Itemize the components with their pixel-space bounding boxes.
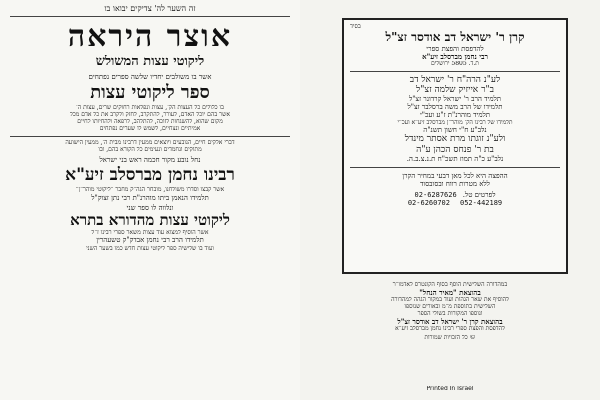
contact-row [350, 191, 560, 199]
second-book-line: אשר הוסיף למצוא עוד עצות משאר ספרי רבינו ז"ל [91, 229, 209, 236]
compiler-line: תלמידו הנאמן ביתו מוהרנ"ת רבי נתן זצוק"ל [91, 194, 209, 203]
praise-line: מתוקים ונחמדים ונעימים כל הקורא בהם, ובו [98, 146, 202, 153]
edition-line: בהוצאת קרן ר' ישראל דב אודסר זצ"ל [397, 317, 503, 326]
second-book-paragraph [0, 230, 300, 245]
third-book-line: ועוד בו שלישיה ספר ליקוטי עצות חדש כמו בשער השני [86, 246, 214, 253]
fund-title: קרן ר' ישראל דב אודסר זצ"ל [385, 30, 525, 44]
description-line: מקום שהוא, להשגחות לזוכה, להתלהב, לרפאה ולהחיותו לחיים [77, 119, 223, 126]
edition-line: ונוספו המקורות בשולי הספר [417, 310, 483, 317]
copyright-line: © כל הזכויות שמורות [424, 334, 476, 341]
memorial-line: תלמידו של רבינו הק' מוהר"ן מברסלב זיע"א ועכ"י [397, 119, 513, 126]
edition-line: במהדורה השלישית הוסף בסוף הקונטרס לאדמו"ר [392, 282, 508, 288]
phone-number: 052-442189 [460, 199, 503, 208]
edition-line: בהוצאת "מאיר הנחל" [419, 288, 481, 297]
book-title: ספר ליקוטי עצות [90, 82, 210, 103]
memorial-line: נלב"ע ח"י חשון תשנ"ה [423, 126, 487, 135]
compiler-paragraph [0, 187, 300, 202]
distribution-line: ללא מטרות רווח ובסובסוד [420, 180, 490, 189]
edition-line: להוסיף את שאר הגהות ועוד במקור הגהה למהדורה [391, 296, 509, 303]
fund-subtitle: רבי נחמן מברסלב זיע"א [422, 52, 488, 61]
intro-line: אשר בו משולבים יחדיו שלשה ספרים נפתחים [88, 72, 212, 81]
memorial-line: בת ר' פנחס הכהן ע"ה [416, 144, 494, 155]
dedication-page [300, 0, 600, 400]
description-line: אמיתיים ונצחיים, לשמש לו שערים נפתחים [99, 126, 201, 133]
edition-line: להדפסת והפצת ספרי רבינו נחמן מברסלב זיע"א [395, 325, 505, 332]
edition-notes [300, 282, 600, 341]
description-line: אשר בהם יוכל האדם, לעורר, להתקרב, לחזק ולקרב את כל אדם מכל [70, 112, 230, 119]
memorial-line: ולע"נ זוגתו מרת אסתר מינדל [404, 134, 506, 145]
divider [350, 167, 560, 168]
memorial-line: תלמידו של הרב משה ברסלבר זצ"ל [407, 103, 503, 112]
printed-in-israel: Printed In Israel [426, 386, 474, 392]
praise-line: דברי אלקים חיים, הנובעים ויוצאים ממעין דרבינו מבית ה', ממעין הישועה [65, 139, 235, 146]
description-line: בו כלולים כל העצות הק', עצות ונפלאות רחוקים שרים, עצות ה' [76, 105, 224, 112]
praise-paragraph [0, 140, 300, 154]
rebbe-title: רבינו נחמן מברסלב זיע"א [65, 165, 235, 185]
memorial-line: ב"ר אייזיק שלמה זצ"ל [416, 85, 494, 96]
second-book-line: תלמידו הרב רבי נחמן אבדק"ק טשעהרין [96, 236, 204, 245]
main-title: אוצר היראה [67, 20, 233, 55]
contact-label: לפרטים טל. [462, 191, 496, 200]
description-paragraph [0, 105, 300, 133]
compiler-line: אשר קבצו וסדרו משולחנו, מובחר הגה"ק מחבר "ליקוטי מוהר"ן" [75, 187, 225, 194]
dedication-box [342, 18, 568, 274]
distribution-line: ההפצה היא לכל מאן דבעי במחיר הקרן [402, 172, 508, 181]
subtitle: ליקוטי עצות המשולש [95, 54, 205, 69]
top-verse: זה השער לה' צדיקים יבואו בו [104, 4, 196, 13]
memorial-line: תלמיד הרב ר' ישראל קרדונר זצ"ל [408, 95, 502, 104]
box-header: בסיד [350, 24, 361, 30]
second-book-intro: ונלווה לו ספר שני [126, 204, 174, 213]
phone-number: 02-6260702 [407, 199, 450, 208]
divider [10, 136, 290, 137]
phone-number: 02-6287626 [414, 191, 457, 200]
edition-line: השלישית בתוספת מ"מ ובאורים שנוספו [404, 303, 496, 310]
memorial-line: תלמיד מוהרנ"ת ז"ע ועכ"י [419, 111, 491, 120]
contact-row [350, 199, 560, 207]
fund-address: ת.ד. 5805 ירושלים [431, 60, 479, 67]
source-line: נחל נובע מקור חכמה ראש בני ישראל [99, 155, 201, 164]
second-book-title: ליקוטי עצות מהדורא בתרא [70, 212, 230, 230]
divider [10, 16, 290, 17]
fund-subtitle: להדפסת והפצת ספרי [426, 44, 484, 53]
memorial-line: נלב"ע כ"ה תמוז תשכ"ח ת.נ.צ.ב.ה. [406, 155, 504, 164]
divider [350, 71, 560, 72]
memorial-line: לע"נ הרה"ח ר' ישראל דב [409, 74, 501, 85]
